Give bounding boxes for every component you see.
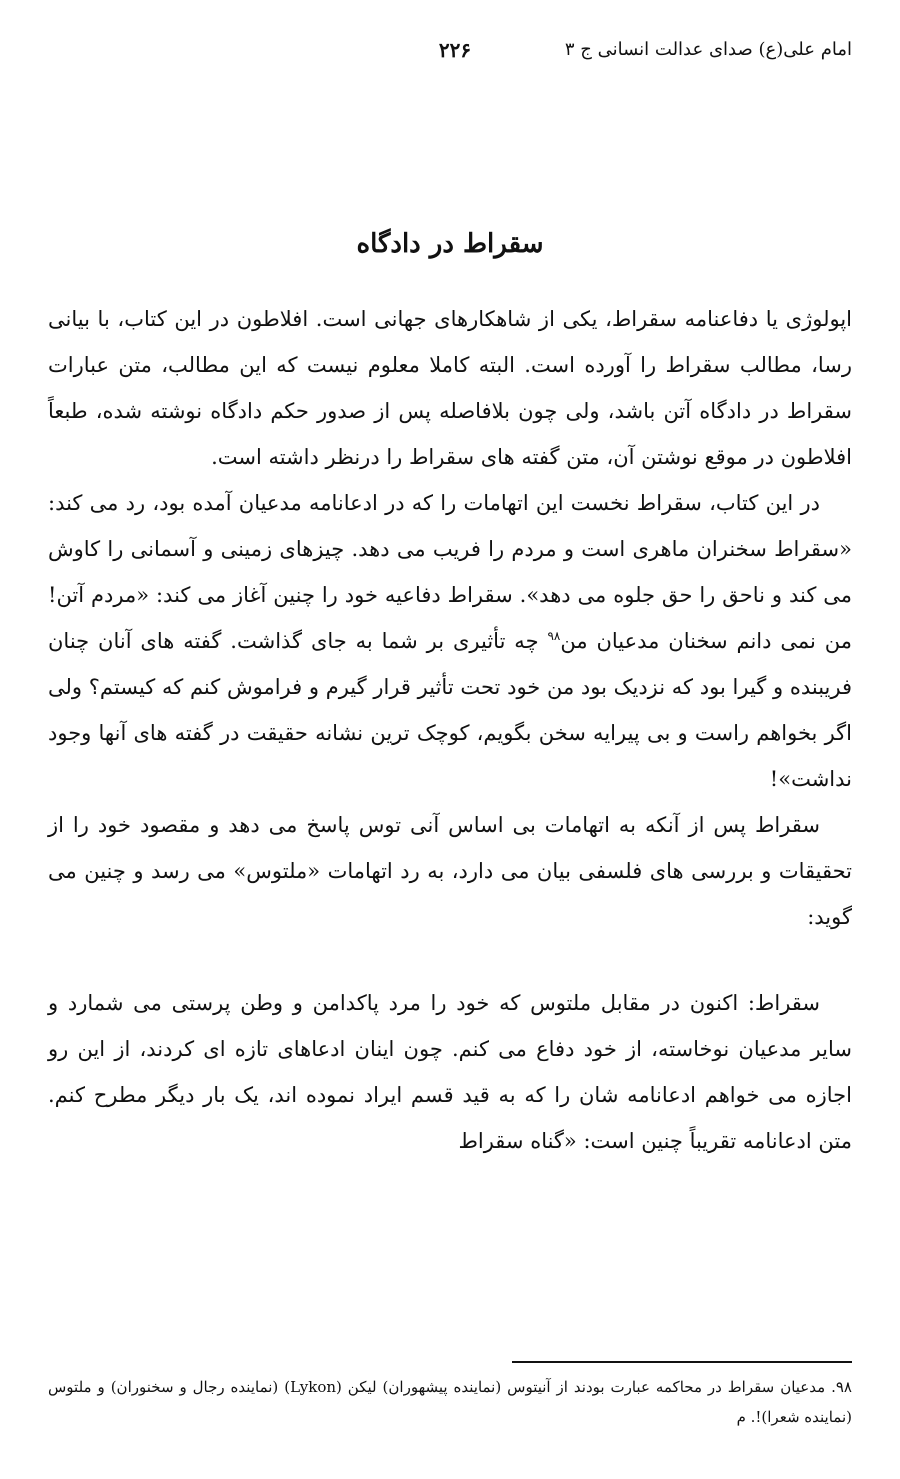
paragraph-2-text-end: چه تأثیری بر شما به جای گذاشت. گفته های آنان چنان فریبنده و گیرا بود که نزدیک بود من خود تحت تأثیر قرار گیرم و فراموش کنم که کیستم؟ ولی اگر بخواهم راست و بی پیرایه سخن بگویم، کوچک ترین نشانه حقیقت در گفته های آنها وجود نداشت»! — [48, 629, 852, 791]
running-header-title: امام علی(ع) صدای عدالت انسانی ج ۳ — [564, 39, 852, 60]
paragraph-2-text-start: در این کتاب، سقراط نخست این اتهامات را که در ادعانامه مدعیان آمده بود، رد می کند: «سقراط سخنران ماهری است و مردم را فریب می دهد. چیزهای زمینی و آسمانی را کاوش می کند و ناحق را حق جلوه می دهد». سقراط دفاعیه خود را چنین آغاز می کند: «مردم آتن! من نمی دانم سخنان مدعیان من — [48, 491, 852, 653]
paragraph-4: سقراط: اکنون در مقابل ملتوس که خود را مرد پاکدامن و وطن پرستی می شمارد و سایر مدعیان نوخاسته، از خود دفاع می کنم. چون اینان ادعاهای تازه ای کردند، از این رو اجازه می خواهم ادعانامه شان را که به قید قسم ایراد نموده اند، یک بار دیگر مطرح کنم. متن ادعانامه تقریباً چنین است: «گناه سقراط — [48, 991, 852, 1153]
page-number: ۲۲۶ — [438, 38, 472, 62]
footnote-reference: ۹۸ — [547, 629, 561, 643]
main-text — [48, 296, 852, 1164]
chapter-title: سقراط در دادگاه — [356, 229, 544, 259]
paragraph-2 — [48, 480, 852, 802]
paragraph-1: اپولوژی یا دفاعنامه سقراط، یکی از شاهکارهای جهانی است. افلاطون در این کتاب، با بیانی رسا، مطالب سقراط را آورده است. البته کاملا معلوم نیست که این مطالب، متن عبارات سقراط در دادگاه آتن باشد، ولی چون بلافاصله پس از صدور حکم دادگاه نوشته شده، طبعاً افلاطون در موقع نوشتن آن، متن گفته های سقراط را درنظر داشته است. — [48, 307, 852, 469]
footnote-text: ۹۸. مدعیان سقراط در محاکمه عبارت بودند از آنیتوس (نماینده پیشهوران) لیکن (Lykon) (نماینده رجال و سخنوران) و ملتوس (نماینده شعرا)!. م — [48, 1378, 852, 1426]
footnote-divider — [512, 1361, 852, 1363]
paragraph-3: سقراط پس از آنکه به اتهامات بی اساس آنی توس پاسخ می دهد و مقصود خود را از تحقیقات و بررسی های فلسفی بیان می دارد، به رد اتهامات «ملتوس» می رسد و چنین می گوید: — [48, 813, 852, 929]
